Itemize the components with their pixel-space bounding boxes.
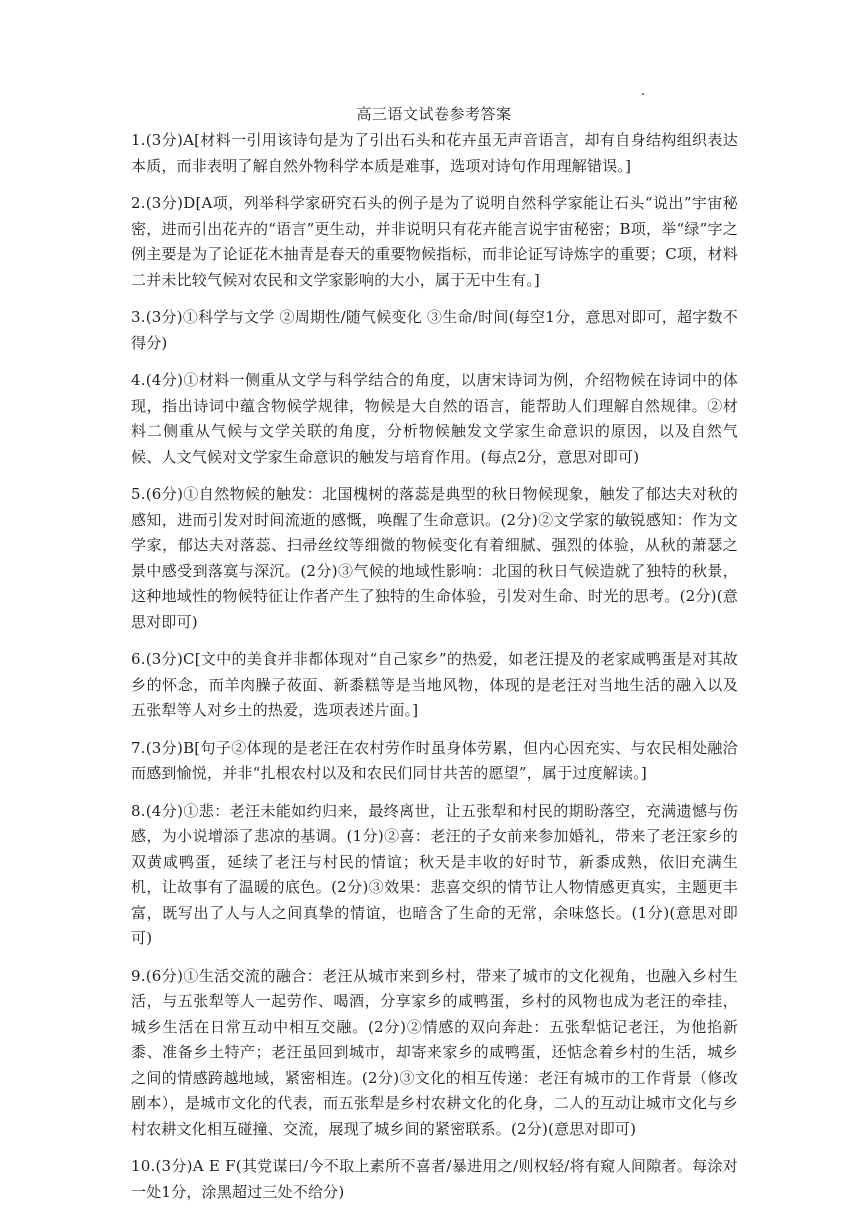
scan-speck xyxy=(642,93,644,95)
answer-item-7: 7.(3分)B[句子②体现的是老汪在农村劳作时虽身体劳累，但内心因充实、与农民相处融洽而感到愉悦，并非“扎根农村以及和农民们同甘共苦的愿望”，属于过度解读。] xyxy=(131,738,738,782)
answer-item-6: 6.(3分)C[文中的美食并非都体现对“自己家乡”的热爱，如老汪提及的老家咸鸭蛋是对其故乡的怀念，而羊肉臊子莜面、新黍糕等是当地风物，体现的是老汪对当地生活的融入以及五张犁等人对乡土的热爱，选项表述片面。] xyxy=(131,650,738,719)
document-title: 高三语文试卷参考答案 xyxy=(356,105,512,123)
answer-item-1: 1.(3分)A[材料一引用该诗句是为了引出石头和花卉虽无声音语言，却有自身结构组织表达本质，而非表明了解自然外物科学本质是难事，选项对诗句作用理解错误。] xyxy=(131,131,738,175)
answer-item-2: 2.(3分)D[A项，列举科学家研究石头的例子是为了说明自然科学家能让石头“说出”宇宙秘密，进而引出花卉的“语言”更生动，并非说明只有花卉能言说宇宙秘密；B项，举“绿”字之例主要是为了论证花木抽青是春天的重要物候指标，而非论证写诗炼字的重要；C项，材料二并未比较气候对农民和文学家影响的大小，属于无中生有。] xyxy=(131,194,738,289)
answer-list xyxy=(131,128,738,1217)
answer-item-10: 10.(3分)A E F(其党谋曰/今不取上素所不喜者/暴进用之/则权轻/将有窥人间隙者。每涂对一处1分，涂黑超过三处不给分) xyxy=(131,1157,738,1201)
answer-item-3: 3.(3分)①科学与文学 ②周期性/随气候变化 ③生命/时间(每空1分，意思对即可，超字数不得分) xyxy=(131,308,738,352)
answer-item-5: 5.(6分)①自然物候的触发：北国槐树的落蕊是典型的秋日物候现象，触发了郁达夫对秋的感知，进而引发对时间流逝的感慨，唤醒了生命意识。(2分)②文学家的敏锐感知：作为文学家，郁达夫对落蕊、扫帚丝纹等细微的物候变化有着细腻、强烈的体验，从秋的萧瑟之景中感受到落寞与深沉。(2分)③气候的地域性影响：北国的秋日气候造就了独特的秋景，这种地域性的物候特征让作者产生了独特的生命体验，引发对生命、时光的思考。(2分)(意思对即可) xyxy=(131,485,738,631)
answer-item-9: 9.(6分)①生活交流的融合：老汪从城市来到乡村，带来了城市的文化视角，也融入乡村生活，与五张犁等人一起劳作、喝酒，分享家乡的咸鸭蛋，乡村的风物也成为老汪的牵挂，城乡生活在日常互动中相互交融。(2分)②情感的双向奔赴：五张犁惦记老汪，为他掐新黍、准备乡土特产；老汪虽回到城市，却寄来家乡的咸鸭蛋，还惦念着乡村的生活，城乡之间的情感跨越地域，紧密相连。(2分)③文化的相互传递：老汪有城市的工作背景（修改剧本），是城市文化的代表，而五张犁是乡村农耕文化的化身，二人的互动让城市文化与乡村农耕文化相互碰撞、交流，展现了城乡间的紧密联系。(2分)(意思对即可) xyxy=(131,966,738,1138)
answer-item-4: 4.(4分)①材料一侧重从文学与科学结合的角度，以唐宋诗词为例，介绍物候在诗词中的体现，指出诗词中蕴含物候学规律，物候是大自然的语言，能帮助人们理解自然规律。②材料二侧重从气候与文学关联的角度，分析物候触发文学家生命意识的原因，以及自然气候、人文气候对文学家生命意识的触发与培育作用。(每点2分，意思对即可) xyxy=(131,371,738,466)
answer-item-8: 8.(4分)①悲：老汪未能如约归来，最终离世，让五张犁和村民的期盼落空，充满遗憾与伤感，为小说增添了悲凉的基调。(1分)②喜：老汪的子女前来参加婚礼，带来了老汪家乡的双黄咸鸭蛋，延续了老汪与村民的情谊；秋天是丰收的好时节，新黍成熟，依旧充满生机，让故事有了温暖的底色。(2分)③效果：悲喜交织的情节让人物情感更真实，主题更丰富，既写出了人与人之间真挚的情谊，也暗含了生命的无常，余味悠长。(1分)(意思对即可) xyxy=(131,801,738,947)
